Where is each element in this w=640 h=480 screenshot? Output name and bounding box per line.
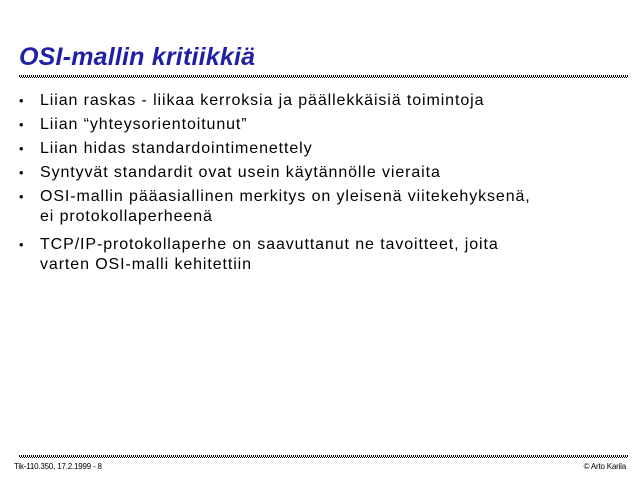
bullet-text: OSI-mallin pääasiallinen merkitys on yleisenä viitekehyksenä, <box>40 188 531 205</box>
bullet-dot-icon: • <box>19 189 25 204</box>
bullet-item <box>19 139 619 159</box>
bullet-text: Liian “yhteysorientoitunut” <box>40 116 248 133</box>
bullet-dot-icon: • <box>19 93 25 108</box>
bullet-dot-icon: • <box>19 165 25 180</box>
bullet-text-continued: varten OSI-malli kehitettiin <box>40 256 252 273</box>
footer-course-info: Tik-110.350, 17.2.1999 - 8 <box>14 462 102 471</box>
bullet-text: Liian raskas - liikaa kerroksia ja päällekkäisiä toimintoja <box>40 92 485 109</box>
footer-copyright: © Arto Karila <box>583 462 626 471</box>
bullet-list <box>19 91 619 283</box>
slide-title: OSI-mallin kritiikkiä <box>19 43 256 71</box>
bullet-item <box>19 91 619 111</box>
bullet-item <box>19 187 619 227</box>
bullet-text: Syntyvät standardit ovat usein käytännölle vieraita <box>40 164 441 181</box>
bullet-item <box>19 163 619 183</box>
bullet-item <box>19 235 619 275</box>
bullet-dot-icon: • <box>19 117 25 132</box>
bullet-dot-icon: • <box>19 141 25 156</box>
bullet-item <box>19 115 619 135</box>
title-divider-shade <box>19 77 628 78</box>
footer-divider-shade <box>19 457 628 458</box>
bullet-dot-icon: • <box>19 237 25 252</box>
bullet-text-continued: ei protokollaperheenä <box>40 208 213 225</box>
bullet-text: Liian hidas standardointimenettely <box>40 140 313 157</box>
bullet-text: TCP/IP-protokollaperhe on saavuttanut ne tavoitteet, joita <box>40 236 499 253</box>
